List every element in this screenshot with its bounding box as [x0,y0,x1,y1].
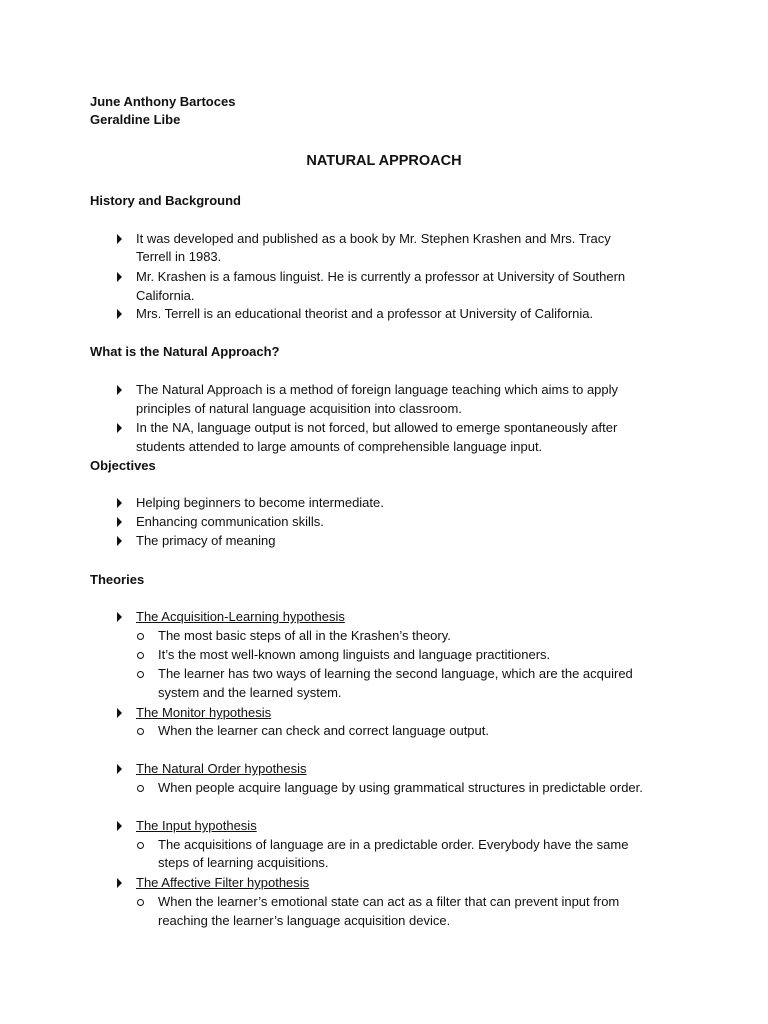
bullet-arrow-icon [117,498,122,508]
bullet-arrow-icon [117,309,122,319]
circle-bullet-icon [137,842,144,849]
section-heading: History and Background [90,193,241,208]
circle-bullet-icon [137,633,144,640]
bullet-text: It was developed and published as a book by Mr. Stephen Krashen and Mrs. Tracy [136,231,611,246]
bullet-arrow-icon [117,272,122,282]
bullet-text: Mrs. Terrell is an educational theorist and a professor at University of California. [136,306,594,321]
section-heading: Theories [90,572,145,587]
theory-title: The Acquisition-Learning hypothesis [136,609,345,624]
section-heading: What is the Natural Approach? [90,344,280,359]
sub-bullet-text: It’s the most well-known among linguists and language practitioners. [158,647,551,662]
bullet-arrow-icon [117,821,122,831]
bullet-text: The Natural Approach is a method of foreign language teaching which aims to apply [136,382,619,397]
sub-bullet-text: When people acquire language by using grammatical structures in predictable order. [158,780,643,795]
theory-title: The Monitor hypothesis [136,705,272,720]
bullet-arrow-icon [117,385,122,395]
bullet-arrow-icon [117,517,122,527]
bullet-text: students attended to large amounts of comprehensible language input. [136,439,543,454]
sub-bullet-text: The most basic steps of all in the Krashen’s theory. [158,628,451,643]
bullet-text: California. [136,288,195,303]
circle-bullet-icon [137,652,144,659]
sub-bullet-text: When the learner’s emotional state can act as a filter that can prevent input from [158,894,620,909]
sub-bullet-text: The learner has two ways of learning the second language, which are the acquired [158,666,633,681]
bullet-arrow-icon [117,234,122,244]
theory-title: The Affective Filter hypothesis [136,875,310,890]
theory-title: The Natural Order hypothesis [136,761,307,776]
bullet-arrow-icon [117,536,122,546]
bullet-arrow-icon [117,423,122,433]
document-title: NATURAL APPROACH [306,153,462,169]
circle-bullet-icon [137,728,144,735]
sub-bullet-text: steps of learning acquisitions. [158,855,329,870]
bullet-arrow-icon [117,764,122,774]
bullet-text: Mr. Krashen is a famous linguist. He is currently a professor at University of Southern [136,269,626,284]
bullet-text: The primacy of meaning [136,533,276,548]
author-name: June Anthony Bartoces [90,94,236,109]
bullet-text: principles of natural language acquisition into classroom. [136,401,462,416]
circle-bullet-icon [137,785,144,792]
sub-bullet-text: When the learner can check and correct language output. [158,723,489,738]
section-heading: Objectives [90,458,156,473]
author-name: Geraldine Libe [90,112,181,127]
bullet-text: Enhancing communication skills. [136,514,324,529]
theory-title: The Input hypothesis [136,818,257,833]
sub-bullet-text: reaching the learner’s language acquisition device. [158,913,451,928]
sub-bullet-text: system and the learned system. [158,685,342,700]
sub-bullet-text: The acquisitions of language are in a predictable order. Everybody have the same [158,837,629,852]
circle-bullet-icon [137,671,144,678]
bullet-text: Helping beginners to become intermediate. [136,495,384,510]
bullet-text: Terrell in 1983. [136,249,222,264]
circle-bullet-icon [137,899,144,906]
bullet-arrow-icon [117,708,122,718]
bullet-arrow-icon [117,612,122,622]
bullet-text: In the NA, language output is not forced, but allowed to emerge spontaneously after [136,420,618,435]
bullet-arrow-icon [117,878,122,888]
